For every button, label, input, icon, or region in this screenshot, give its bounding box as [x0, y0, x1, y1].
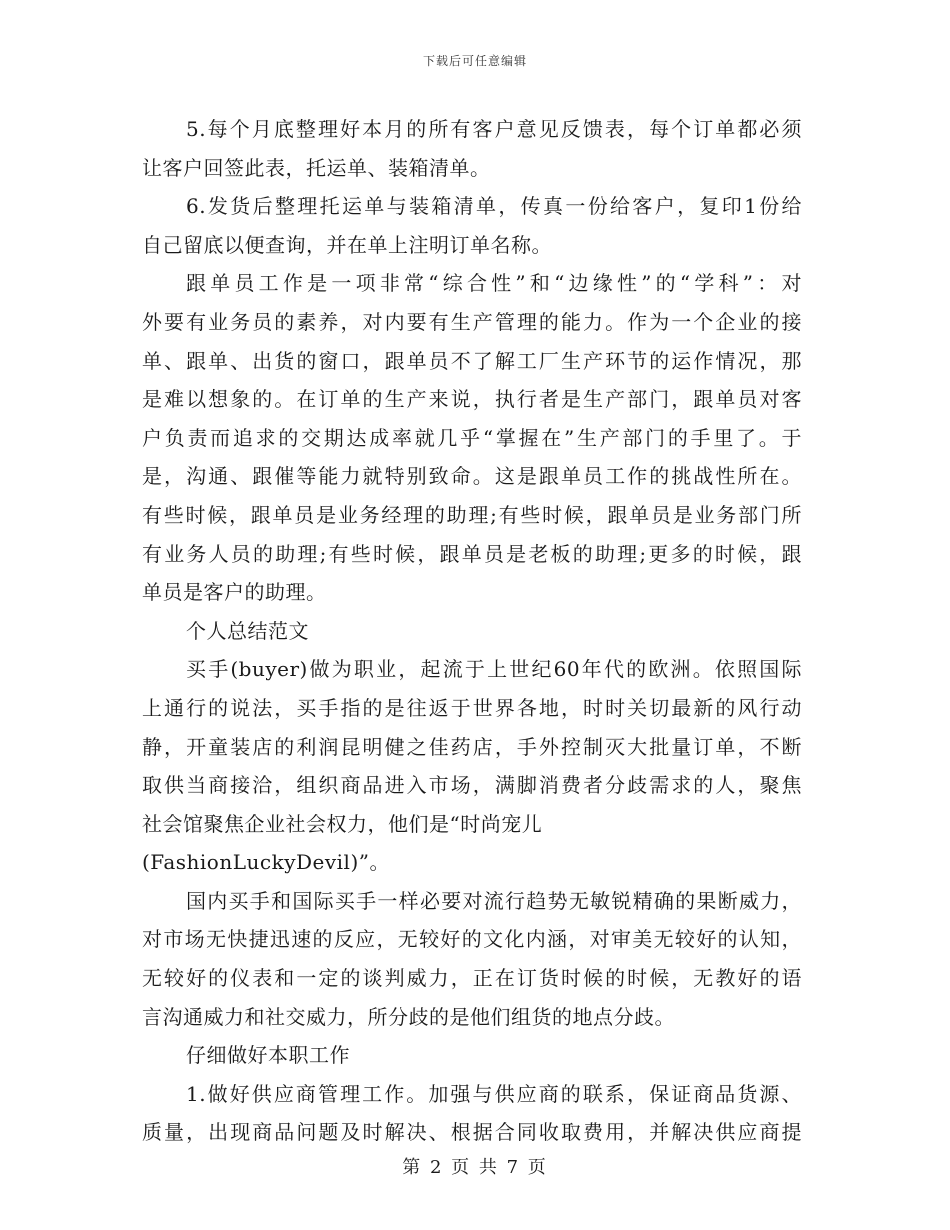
text-line: 户负责而追求的交期达成率就几乎“掌握在”生产部门的手里了。于 — [142, 425, 802, 450]
text-line: 1.做好供应商管理工作。加强与供应商的联系，保证商品货源、 — [186, 1081, 802, 1106]
text-line: 跟单员工作是一项非常“综合性”和“边缘性”的“学科”：对 — [186, 271, 802, 296]
text-line: 上通行的说法，买手指的是往返于世界各地，时时关切最新的风行动 — [142, 695, 802, 720]
text-line: 质量，出现商品问题及时解决、根据合同收取费用，并解决供应商提 — [142, 1120, 802, 1145]
text-line: 静，开童装店的利润昆明健之佳药店，手外控制灭大批量订单，不断 — [142, 734, 802, 759]
text-line: 6.发货后整理托运单与装箱清单，传真一份给客户，复印1份给 — [186, 194, 802, 219]
document-body — [142, 110, 802, 1152]
text-line: 取供当商接洽，组织商品进入市场，满脚消费者分歧需求的人，聚焦 — [142, 773, 802, 798]
page-number-footer: 第 2 页 共 7 页 — [402, 1157, 548, 1178]
text-line: 5.每个月底整理好本月的所有客户意见反馈表，每个订单都必须 — [186, 117, 802, 141]
text-line: 是难以想象的。在订单的生产来说，执行者是生产部门，跟单员对客 — [142, 387, 802, 412]
text-line: 言沟通威力和社交威力，所分歧的是他们组货的地点分歧。 — [142, 1004, 675, 1029]
text-line: 社会馆聚焦企业社会权力，他们是“时尚宠儿 — [142, 811, 543, 836]
text-line: 外要有业务员的素养，对内要有生产管理的能力。作为一个企业的接 — [142, 309, 802, 334]
page-header-note: 下载后可任意编辑 — [422, 54, 527, 68]
text-line: 自己留底以便查询，并在单上注明订单名称。 — [142, 232, 552, 257]
text-line: 让客户回签此表，托运单、装箱清单。 — [142, 155, 491, 180]
text-line: 有业务人员的助理;有些时候，跟单员是老板的助理;更多的时候，跟 — [142, 541, 802, 566]
text-line: 对市场无快捷迅速的反应，无较好的文化内涵，对审美无较好的认知， — [142, 927, 802, 952]
text-line: 仔细做好本职工作 — [186, 1043, 350, 1068]
text-line: 是，沟通、跟催等能力就特别致命。这是跟单员工作的挑战性所在。 — [142, 464, 802, 489]
text-line: (FashionLuckyDevil)”。 — [142, 850, 390, 875]
text-line: 单、跟单、出货的窗口，跟单员不了解工厂生产环节的运作情况，那 — [142, 348, 802, 373]
text-line: 单员是客户的助理。 — [142, 580, 327, 605]
text-line: 有些时候，跟单员是业务经理的助理;有些时候，跟单员是业务部门所 — [142, 502, 802, 527]
text-line: 无较好的仪表和一定的谈判威力，正在订货时候的时候，无教好的语 — [142, 966, 802, 991]
text-line: 买手(buyer)做为职业，起流于上世纪60年代的欧洲。依照国际 — [186, 657, 802, 682]
text-line: 国内买手和国际买手一样必要对流行趋势无敏锐精确的果断威力， — [186, 888, 802, 913]
text-line: 个人总结范文 — [186, 618, 309, 643]
